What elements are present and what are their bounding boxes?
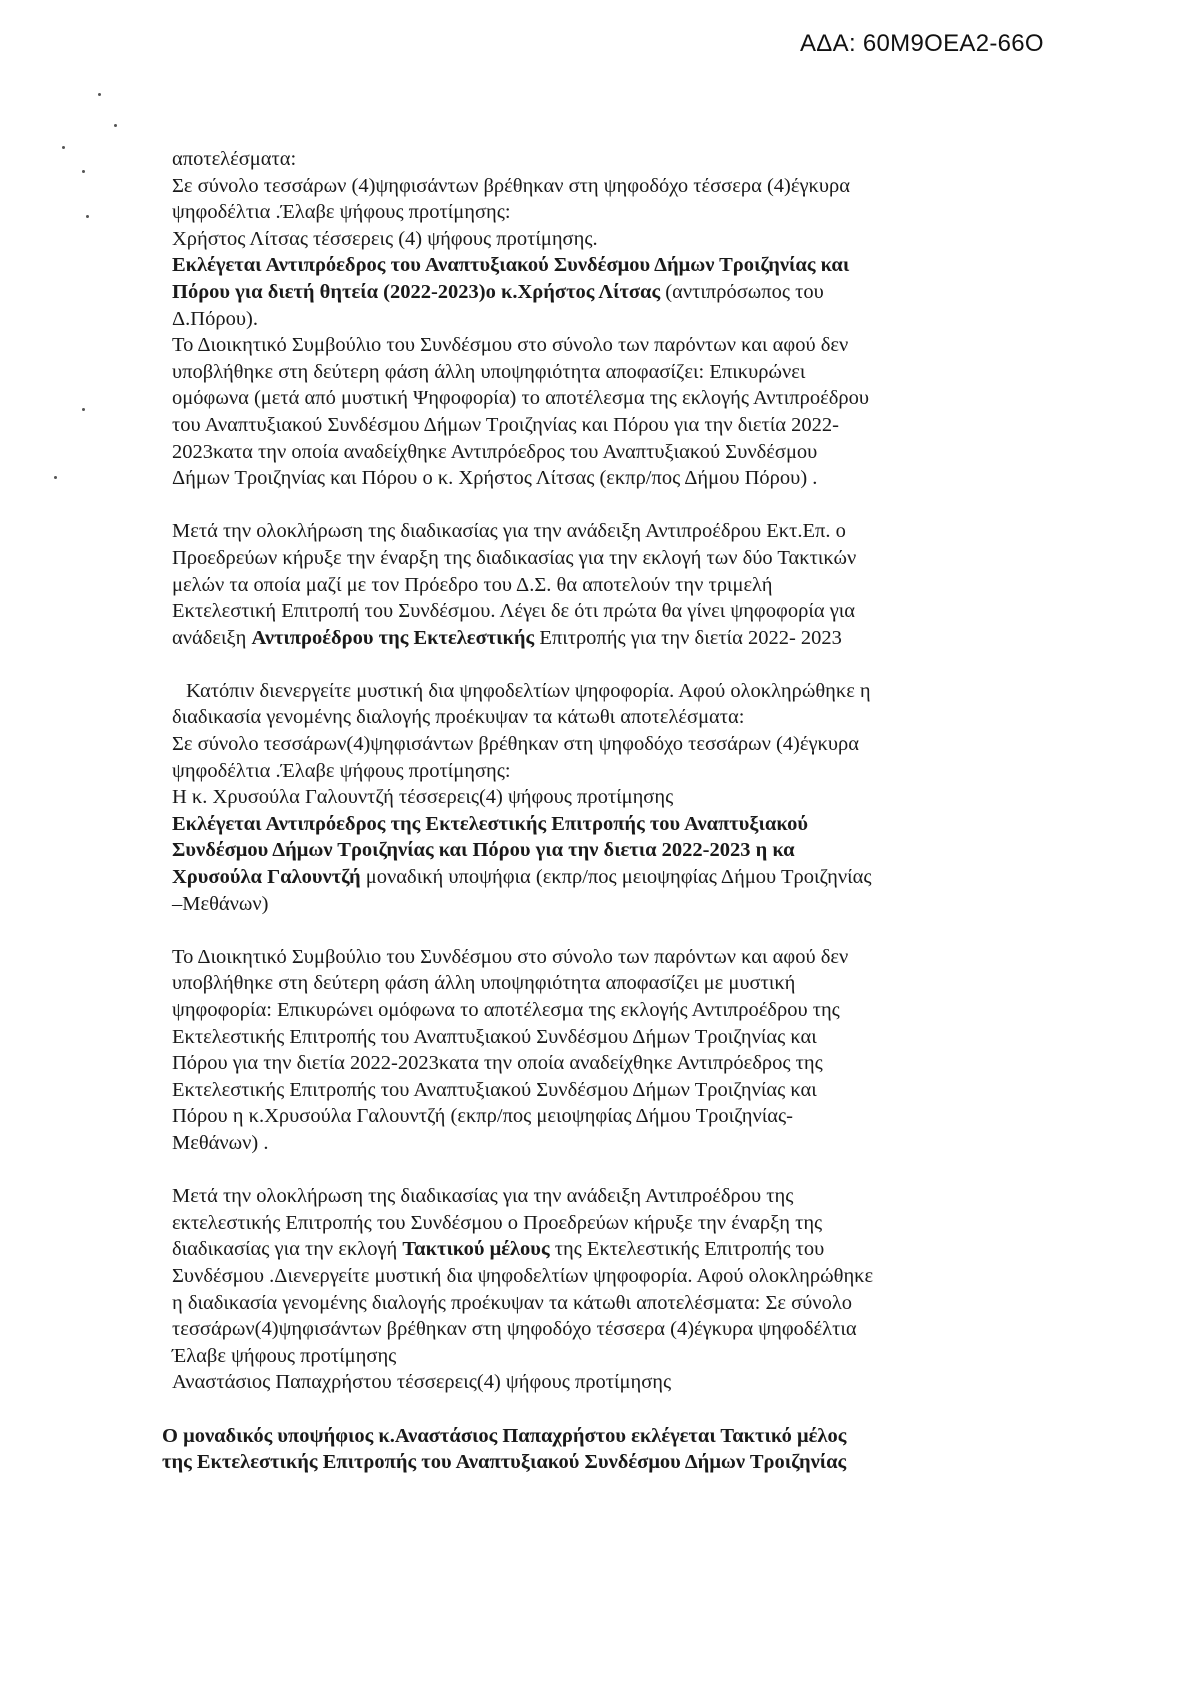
text-line <box>172 784 1032 811</box>
text-segment: Μετά την ολοκλήρωση της διαδικασίας για την ανάδειξη Αντιπροέδρου της <box>172 1185 794 1208</box>
text-segment: υποβλήθηκε στη δεύτερη φάση άλλη υποψηφιότητα αποφασίζει με μυστική <box>172 972 796 995</box>
text-segment: διαδικασία γενομένης διαλογής προέκυψαν τα κάτωθι αποτελέσματα: <box>172 706 745 729</box>
text-line <box>172 944 1032 971</box>
text-line <box>172 811 1032 838</box>
text-segment: Μεθάνων) . <box>172 1131 269 1154</box>
text-segment: Πόρου για την διετία 2022-2023κατα την οποία αναδείχθηκε Αντιπρόεδρος της <box>172 1052 823 1075</box>
text-line <box>172 1103 1032 1130</box>
paragraph-gap <box>172 492 1032 519</box>
text-line <box>172 970 1032 997</box>
scan-speck <box>98 93 101 96</box>
text-line <box>162 1423 1032 1450</box>
paragraph-gap <box>172 651 1032 678</box>
bold-text-segment: Εκλέγεται Αντιπρόεδρος του Αναπτυξιακού Συνδέσμου Δήμων Τροιζηνίας και <box>172 254 850 277</box>
scan-speck <box>54 476 57 479</box>
text-line <box>172 758 1032 785</box>
text-segment: της Εκτελεστικής Επιτροπής του <box>549 1238 825 1261</box>
text-line <box>172 1316 1032 1343</box>
text-line <box>172 1130 1032 1157</box>
text-segment: ψηφοφορία: Επικυρώνει ομόφωνα το αποτέλεσμα της εκλογής Αντιπροέδρου της <box>172 999 840 1021</box>
text-segment: Η κ. Χρυσούλα Γαλουντζή τέσσερεις(4) ψήφους προτίμησης <box>172 786 674 809</box>
text-segment: Σε σύνολο τεσσάρων (4)ψηφισάντων βρέθηκαν στη ψηφοδόχο τέσσερα (4)έγκυρα <box>172 174 850 197</box>
text-line <box>172 1290 1032 1317</box>
paragraph-gap <box>172 917 1032 944</box>
text-line <box>172 1183 1032 1210</box>
text-segment: Σε σύνολο τεσσάρων(4)ψηφισάντων βρέθηκαν στη ψηφοδόχο τεσσάρων (4)έγκυρα <box>172 733 859 756</box>
text-segment: Δ.Πόρου). <box>172 307 258 330</box>
text-segment: η διαδικασία γενομένης διαλογής προέκυψαν τα κάτωθι αποτελέσματα: Σε σύνολο <box>172 1291 853 1314</box>
text-line <box>172 1369 1032 1396</box>
text-line <box>172 385 1032 412</box>
text-segment: –Μεθάνων) <box>172 892 269 915</box>
text-segment: Χρήστος Λίτσας τέσσερεις (4) ψήφους προτίμησης. <box>172 227 598 250</box>
text-segment: Μετά την ολοκλήρωση της διαδικασίας για την ανάδειξη Αντιπροέδρου Εκτ.Επ. ο <box>172 520 846 543</box>
bold-text-segment: της Εκτελεστικής Επιτροπής του Αναπτυξιακού Συνδέσμου Δήμων Τροιζηνίας <box>162 1451 847 1474</box>
text-segment: εκτελεστικής Επιτροπής του Συνδέσμου ο Προεδρεύων κήρυξε την έναρξη της <box>172 1211 823 1234</box>
text-line <box>172 864 1032 891</box>
text-segment: διαδικασίας για την εκλογή <box>172 1238 403 1261</box>
text-line <box>172 678 1032 705</box>
text-line <box>172 572 1032 599</box>
text-segment: Εκτελεστική Επιτροπή του Συνδέσμου. Λέγει δε ότι πρώτα θα γίνει ψηφοφορία για <box>172 600 856 623</box>
bold-text-segment: Αντιπροέδρου της Εκτελεστικής <box>251 626 535 649</box>
text-segment: ανάδειξη <box>172 626 252 649</box>
text-line <box>172 1050 1032 1077</box>
text-segment: (αντιπρόσωπος του <box>660 280 824 303</box>
text-line <box>172 226 1032 253</box>
text-line <box>172 545 1032 572</box>
text-segment: Πόρου η κ.Χρυσούλα Γαλουντζή (εκπρ/πος μειοψηφίας Δήμου Τροιζηνίας- <box>172 1105 793 1128</box>
text-line <box>172 1024 1032 1051</box>
text-line <box>172 704 1032 731</box>
text-line <box>172 625 1032 652</box>
bold-text-segment: Πόρου για διετή θητεία (2022-2023)ο κ.Χρήστος Λίτσας <box>172 280 661 303</box>
text-line <box>172 997 1032 1024</box>
text-line <box>172 1236 1032 1263</box>
scan-speck <box>114 124 117 127</box>
paragraph-gap <box>172 1157 1032 1184</box>
scan-speck <box>62 146 65 149</box>
text-segment: Το Διοικητικό Συμβούλιο του Συνδέσμου στο σύνολο των παρόντων και αφού δεν <box>172 945 849 968</box>
scan-speck <box>86 215 89 218</box>
text-segment: Το Διοικητικό Συμβούλιο του Συνδέσμου στο σύνολο των παρόντων και αφού δεν <box>172 334 849 357</box>
text-segment: Επιτροπής για την διετία 2022- 2023 <box>534 626 842 649</box>
text-segment: Κατόπιν διενεργείτε μυστική δια ψηφοδελτίων ψηφοφορία. Αφού ολοκληρώθηκε η <box>186 679 871 702</box>
text-line <box>172 1343 1032 1370</box>
text-line <box>172 837 1032 864</box>
text-segment: μελών τα οποία μαζί με τον Πρόεδρο του Δ.Σ. θα αποτελούν την τριμελή <box>172 573 773 596</box>
text-segment: του Αναπτυξιακού Συνδέσμου Δήμων Τροιζηνίας και Πόρου για την διετία 2022- <box>172 413 839 436</box>
text-segment: Αναστάσιος Παπαχρήστου τέσσερεις(4) ψήφους προτίμησης <box>172 1371 672 1394</box>
text-line <box>172 252 1032 279</box>
text-line <box>172 518 1032 545</box>
text-line <box>172 891 1032 918</box>
text-line <box>172 439 1032 466</box>
text-segment: Προεδρεύων κήρυξε την έναρξη της διαδικασίας για την εκλογή των δύο Τακτικών <box>172 546 857 569</box>
text-line <box>172 1210 1032 1237</box>
text-line <box>172 412 1032 439</box>
text-segment: τεσσάρων(4)ψηφισάντων βρέθηκαν στη ψηφοδόχο τέσσερα (4)έγκυρα ψηφοδέλτια <box>172 1318 857 1341</box>
text-segment: Συνδέσμου .Διενεργείτε μυστική δια ψηφοδελτίων ψηφοφορία. Αφού ολοκληρώθηκε <box>172 1264 874 1287</box>
ada-code: ΑΔΑ: 60Μ9ΟΕΑ2-66Ο <box>800 30 1044 57</box>
bold-text-segment: Συνδέσμου Δήμων Τροιζηνίας και Πόρου για την διετια 2022-2023 η κα <box>172 839 795 862</box>
text-line <box>172 332 1032 359</box>
text-line <box>172 279 1032 306</box>
text-line <box>172 306 1032 333</box>
text-line <box>172 1077 1032 1104</box>
text-segment: ψηφοδέλτια .Έλαβε ψήφους προτίμησης: <box>172 201 511 224</box>
bold-text-segment: Τακτικού μέλους <box>402 1238 550 1261</box>
paragraph-gap <box>172 1396 1032 1423</box>
scan-speck <box>82 408 85 411</box>
text-segment: Εκτελεστικής Επιτροπής του Αναπτυξιακού Συνδέσμου Δήμων Τροιζηνίας και <box>172 1078 817 1101</box>
bold-text-segment: Εκλέγεται Αντιπρόεδρος της Εκτελεστικής Επιτροπής του Αναπτυξιακού <box>172 812 809 835</box>
text-segment: αποτελέσματα: <box>172 148 297 170</box>
text-line <box>172 173 1032 200</box>
scan-speck <box>82 170 85 173</box>
text-line <box>172 146 1032 173</box>
text-line <box>172 199 1032 226</box>
text-line <box>172 1263 1032 1290</box>
text-line <box>162 1449 1032 1476</box>
text-segment: Δήμων Τροιζηνίας και Πόρου ο κ. Χρήστος Λίτσας (εκπρ/πος Δήμου Πόρου) . <box>172 467 818 490</box>
text-line <box>172 598 1032 625</box>
bold-text-segment: Χρυσούλα Γαλουντζή <box>172 866 361 889</box>
text-line <box>172 465 1032 492</box>
text-segment: Έλαβε ψήφους προτίμησης <box>172 1344 397 1367</box>
text-line <box>172 359 1032 386</box>
document-body <box>162 146 1032 1476</box>
text-line <box>172 731 1032 758</box>
text-segment: μοναδική υποψήφια (εκπρ/πος μειοψηφίας Δήμου Τροιζηνίας <box>360 866 872 889</box>
text-segment: Εκτελεστικής Επιτροπής του Αναπτυξιακού Συνδέσμου Δήμων Τροιζηνίας και <box>172 1025 817 1048</box>
text-segment: υποβλήθηκε στη δεύτερη φάση άλλη υποψηφιότητα αποφασίζει: Επικυρώνει <box>172 360 806 383</box>
bold-text-segment: Ο μοναδικός υποψήφιος κ.Αναστάσιος Παπαχρήστου εκλέγεται Τακτικό μέλος <box>162 1424 847 1447</box>
text-segment: ψηφοδέλτια .Έλαβε ψήφους προτίμησης: <box>172 759 511 782</box>
text-segment: ομόφωνα (μετά από μυστική Ψηφοφορία) το αποτέλεσμα της εκλογής Αντιπροέδρου <box>172 387 870 410</box>
text-segment: 2023κατα την οποία αναδείχθηκε Αντιπρόεδρος του Αναπτυξιακού Συνδέσμου <box>172 440 818 463</box>
